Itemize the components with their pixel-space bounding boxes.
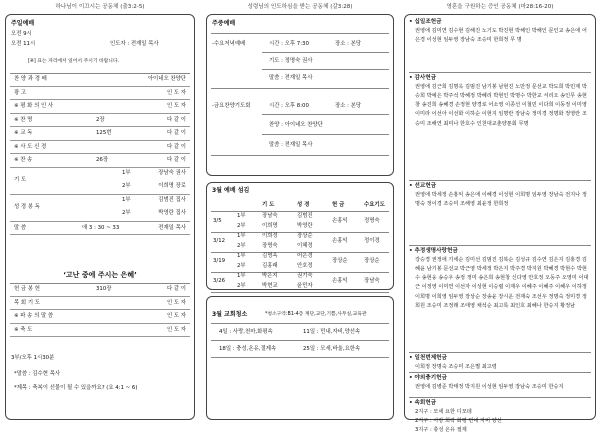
order-leader: 김범진 집사: [158, 196, 186, 203]
divider: [10, 73, 190, 74]
order-leader: 인 도 자: [166, 103, 186, 109]
weekday-worship-box: [206, 14, 394, 176]
duty-cell: 박은지: [262, 273, 278, 279]
divider: [211, 323, 389, 324]
order-leader: 박영란 집사: [158, 209, 186, 216]
duty-cell: 이혜정: [297, 242, 313, 249]
order-row: [10, 100, 190, 114]
duty-cell: 1부: [237, 233, 246, 239]
duty-header-cell: 수요기도: [364, 202, 385, 208]
divider: [409, 397, 591, 398]
offering-names: 권영애 김병준 박태정 박지원 이성현 임두영 장남숙 조승미 한승지: [415, 383, 564, 390]
offering-title: • 속회헌금: [409, 400, 437, 406]
duty-cell: 장남숙: [364, 277, 380, 284]
offering-names: 권영애 김미연 김수현 김해진 노기도 박진현 박해인 박해인 문인교 송은애 어은경 이성현 임두영 장남숙 조승미 한희정 무 명: [415, 27, 587, 43]
duty-cell: 손홍익: [332, 217, 348, 224]
afternoon-sermon: *말씀 : 김수현 목사: [14, 371, 61, 377]
order-item: ※ 사 도 신 경: [14, 143, 47, 150]
offering-names: 권영애 김근희 김명옥 김범진 남기봉 남현진 노만정 문선교 박도희 박민제 박승희 박예은 박주석 박혜정 박혜리 박현인 박명수 박한교 서리오 송인무 송현창 송진희 송혜경 손정현 양경로 어소영 이종선 이철민 이다희 이동정 이미영 이미라 이선아 이선화 이하순 이현지 임명란 장남숙 정미경 정명화 정영란 조승미 조해연 최미나 한호수 인천대교춘양푼회 무명: [415, 83, 589, 127]
offering-title: • 감사헌금: [409, 75, 437, 81]
duty-cell: 김홍래: [262, 262, 278, 269]
order-item: 성 경 봉 독: [14, 203, 40, 210]
wed-prayer: 기도 : 정명숙 권사: [269, 58, 313, 64]
column-title: 하나님이 이끄시는 공동체 (출3:2-5): [55, 4, 145, 10]
duty-cell: 2부: [237, 262, 246, 269]
duty-header-row: [207, 200, 393, 211]
fri-service-name: -금요찬양기도회: [212, 103, 251, 109]
order-row: [10, 297, 190, 311]
fri-sermon: 말씀 : 전재일 목사: [269, 142, 313, 148]
afternoon-service: 3부/오후 1시30분: [11, 355, 55, 361]
offering-section: [405, 19, 595, 45]
order-row: [10, 87, 190, 101]
duty-cell: 김범진: [297, 213, 313, 219]
order-leader: 장남숙 권사: [158, 169, 186, 176]
divider: [211, 155, 389, 156]
duty-cell: 이희정: [262, 233, 278, 239]
order-row: [10, 141, 190, 155]
worship-time-1: 오전 9시: [11, 31, 32, 37]
fri-time: 시간 : 오후 8:00: [269, 103, 309, 109]
cleaning-heading: 3월 교회청소: [212, 311, 248, 318]
cleaning-week-3: 18일 : 충성,온유,절제속: [219, 346, 277, 352]
divider: [409, 180, 591, 181]
afternoon-title: *제목 : 축복이 선물이 될 수 있을까요? (요 4:1 ~ 6): [14, 385, 138, 391]
divider: [211, 33, 389, 34]
order-item: 목 회 기 도: [14, 299, 40, 306]
order-leader: 인 도 자: [166, 313, 186, 319]
duty-date: 3/19: [213, 258, 226, 264]
duty-header-cell: 성 경: [297, 202, 310, 208]
offering-names: 권영애 박세정 손홍익 송은애 이혜경 이성현 이희명 임두영 장남숙 전지나 정명숙 정이경 조승미 조해영 최윤정 한희정: [415, 191, 587, 207]
cleaning-note: *청소구역:B1-4층 계단,교단,기쁨,사무실,교육관: [265, 312, 367, 317]
duty-heading: 3월 예배 섬김: [212, 187, 250, 194]
divider: [211, 88, 389, 89]
offering-title: • 선교헌금: [409, 183, 437, 189]
order-item: 기 도: [14, 176, 27, 183]
offering-title: • 십일조헌금: [409, 19, 442, 25]
duty-date: 3/12: [213, 238, 226, 244]
order-row: [10, 114, 190, 128]
worship-heading: 주일예배: [11, 20, 35, 27]
duty-cell: 2부: [237, 222, 246, 229]
order-leader: 다 같 이: [166, 157, 186, 163]
duty-cell: 박현교: [262, 282, 278, 289]
order-row: [10, 154, 190, 168]
order-leader: 인 도 자: [166, 299, 186, 306]
offering-section: [405, 375, 595, 392]
order-item: ※ 찬 송: [14, 157, 33, 163]
duty-header-cell: 기 도: [262, 202, 275, 208]
order-leader: 다 같 이: [166, 286, 186, 292]
duty-cell: 장상순: [297, 233, 313, 239]
duty-cell: 권기숙: [297, 273, 313, 279]
fri-place: 장소 : 본당: [335, 103, 362, 109]
order-hymn: 310장: [96, 286, 112, 292]
duty-cell: 2부: [237, 242, 246, 249]
wed-time: 시간 : 오후 7:30: [269, 41, 309, 47]
divider: [211, 340, 389, 341]
offerings-box: [404, 14, 596, 434]
column-title: 영혼을 구원하는 증인 공동체 (마28:16-20): [446, 4, 554, 10]
scripture-ref: 애 3 : 30 ~ 33: [82, 224, 120, 231]
duty-date: 3/5: [213, 218, 222, 224]
order-leader: 전재일 목사: [158, 224, 186, 231]
divider: [211, 357, 389, 358]
divider: [409, 245, 591, 246]
order-leader: 다 같 이: [166, 143, 186, 150]
duty-cell: 장상순: [364, 257, 380, 264]
fri-praise: 찬양 : 아이네오 찬양단: [269, 122, 323, 128]
cleaning-box: [206, 296, 394, 420]
march-duty-box: [206, 182, 394, 290]
divider: [211, 211, 389, 212]
duty-cell: 어은경: [297, 253, 313, 259]
order-slot: 2부: [122, 182, 131, 189]
order-row: [10, 222, 190, 236]
divider: [409, 352, 591, 353]
order-row: [10, 310, 190, 324]
duty-cell: 정이경: [364, 237, 380, 244]
offering-section: [405, 248, 595, 311]
weekday-heading: 주중예배: [212, 20, 236, 27]
divider: [409, 72, 591, 73]
order-row: [10, 127, 190, 141]
order-leader: 다 같 이: [166, 116, 186, 123]
divider: [262, 52, 389, 53]
duty-cell: 1부: [237, 273, 246, 279]
order-item: 찬 양 과 경 배: [14, 76, 47, 82]
preacher-label: 인도자 : 전재일 목사: [110, 41, 159, 47]
offering-section: [405, 183, 595, 209]
divider: [262, 69, 389, 70]
divider: [262, 114, 389, 115]
duty-header-cell: 헌 금: [332, 202, 345, 208]
order-hymn: 26장: [96, 157, 109, 163]
cleaning-week-1: 4일 : 사랑,천마,화평속: [219, 329, 273, 335]
order-leader: 인 도 자: [166, 326, 186, 333]
order-row: [10, 195, 190, 222]
standing-note: [※] 표는 자리에서 일어서 주시기 바랍니다.: [28, 59, 120, 64]
order-item: ※ 평 화 의 인 사: [14, 103, 54, 109]
duty-cell: 손홍익: [332, 277, 348, 284]
order-row: [10, 283, 190, 297]
order-slot: 1부: [122, 169, 131, 176]
divider: [262, 134, 389, 135]
sunday-worship-box: [5, 14, 195, 420]
order-item: ※ 교 독: [14, 130, 33, 136]
column-offerings: [404, 0, 596, 434]
order-leader: 인 도 자: [166, 89, 186, 96]
cleaning-week-2: 11일 : 민내,자비,양선속: [303, 329, 361, 335]
wed-service-name: -수요저녁예배: [212, 41, 246, 47]
duty-cell: 장남숙: [262, 213, 278, 219]
duty-date: 3/26: [213, 278, 226, 284]
duty-cell: 박영란: [297, 222, 313, 229]
order-slot: 1부: [122, 196, 131, 203]
offering-title: • 일천번제헌금: [409, 355, 447, 361]
divider: [409, 372, 591, 373]
column-sunday-worship: [5, 0, 195, 391]
order-row: [10, 324, 190, 338]
duty-cell: 2부: [237, 282, 246, 289]
cleaning-week-4: 25일 : 모세,바울,요한속: [303, 346, 361, 352]
offering-section: [405, 355, 595, 372]
wed-sermon: 말씀 : 전재일 목사: [269, 75, 313, 81]
order-item: ※ 찬 명: [14, 116, 33, 123]
offering-section: [405, 75, 595, 129]
order-row: [10, 168, 190, 195]
duty-cell: 김명옥: [262, 253, 278, 259]
duty-cell: 안호정: [297, 262, 313, 269]
sermon-title: ‘고난 중에 주시는 은혜’: [63, 271, 137, 279]
order-leader: 다 같 이: [166, 130, 186, 136]
order-hymn: 2장: [96, 116, 105, 123]
duty-cell: 1부: [237, 213, 246, 219]
duty-cell: 이희명: [262, 222, 278, 229]
column-weekday: [206, 0, 394, 352]
order-item: 광 고: [14, 89, 27, 96]
order-hymn: 125번: [96, 130, 112, 136]
wed-place: 장소 : 본당: [335, 41, 362, 47]
column-title: 성령님의 인도하심을 받는 공동체 (갈3:28): [247, 4, 353, 10]
order-row: [10, 73, 190, 87]
duty-cell: 장상순: [332, 257, 348, 264]
offering-title: • 추정생명사랑헌금: [409, 248, 458, 254]
worship-time-2: 오전 11시: [11, 41, 36, 47]
duty-cell: 정명숙: [364, 217, 380, 224]
offering-names: 2지구 : 모세 요한 디모데 2지구 : 사랑 희락 화평 민내 자비 양선 3지구 : 충성 온유 절제: [415, 408, 502, 434]
offering-names: 이희정 장명숙 조승미 조은별 최고령: [415, 363, 497, 370]
duty-cell: 장명숙: [262, 242, 278, 249]
order-slot: 2부: [122, 209, 131, 216]
divider: [211, 292, 389, 293]
order-item: 헌 금 봉 헌: [14, 286, 40, 292]
order-item: ※ 축 도: [14, 326, 33, 333]
offering-title: • 야외충기헌금: [409, 375, 447, 381]
order-leader: 이희명 장로: [158, 182, 186, 189]
order-leader: 아이네오 찬양단: [147, 76, 186, 82]
duty-cell: 손홍익: [332, 237, 348, 244]
offering-section: [405, 400, 595, 435]
order-item: ※ 파 송 의 말 씀: [14, 313, 54, 319]
offering-names: 강승경 권정애 기세순 김미선 김범진 김복순 김성규 김수연 김은지 김홍경 김혜윤 남기봉 문선교 박근영 박세정 박은지 박주경 박지원 박혜경 박현수 박현수 송현웅 송승우 송정 정미 송은희 송현창 신다영 안호정 오동주 오영미 이대근 이정영 이미연 이선자 이성현 이승렬 이재우 이혜주 이혜주 이혜우 이하정 이희명 이희영 임두영 장상순 장송윤 장시운 전재숙 조선우 정명숙 정미경 정희원 조승미 조정래 조태영 채석순 최고록 최인호 최혜나 한승지 황정남: [415, 256, 589, 309]
duty-cell: 윤민자: [297, 282, 313, 289]
duty-cell: 1부: [237, 253, 246, 259]
order-item: 말 씀: [14, 224, 27, 231]
